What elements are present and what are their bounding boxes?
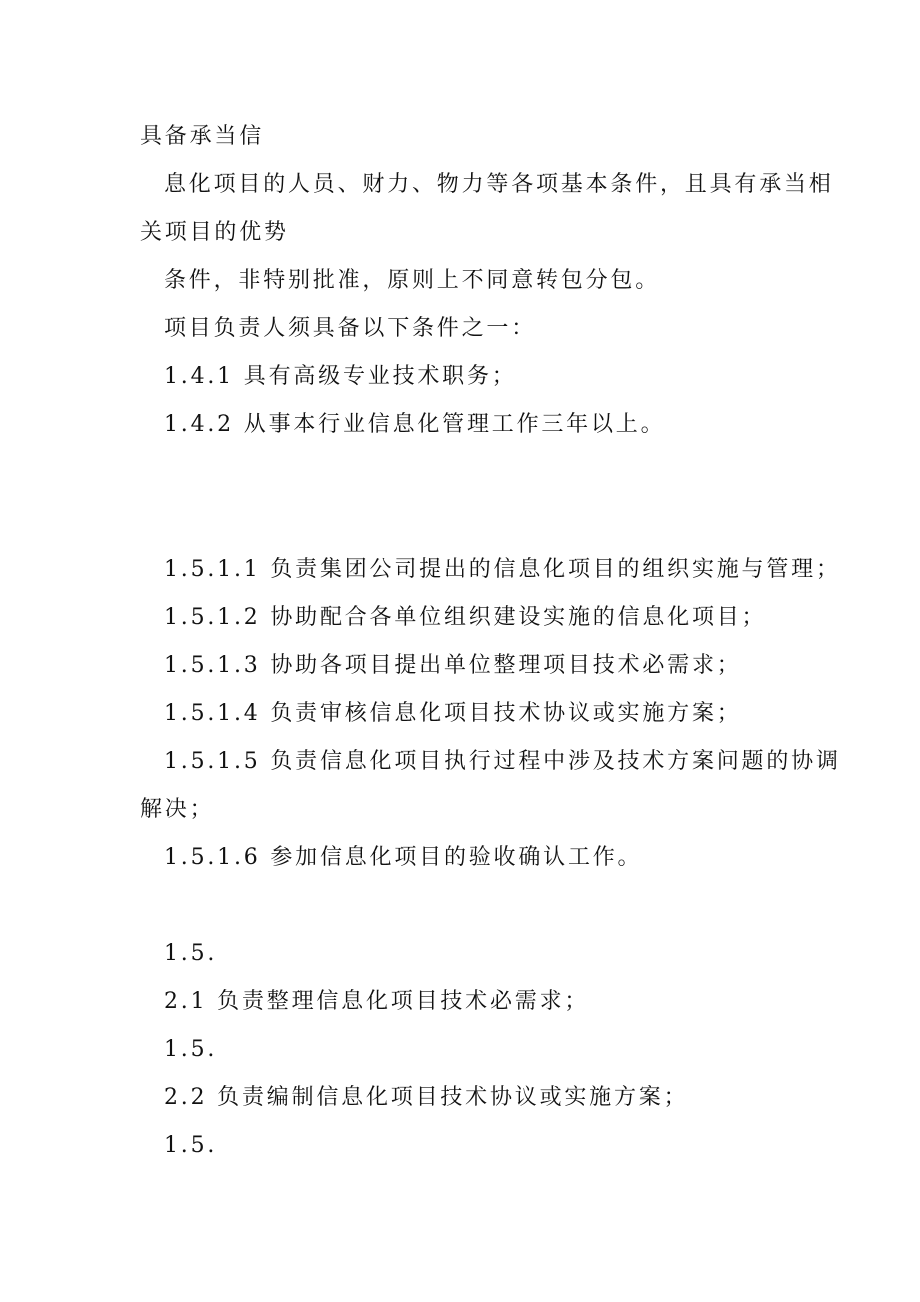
- text-line-5: 项目负责人须具备以下条件之一：: [164, 316, 537, 341]
- text-line-8: 1.5.1.1 负责集团公司提出的信息化项目的组织实施与管理；: [164, 557, 841, 582]
- text-line-11: 1.5.1.4 负责审核信息化项目技术协议或实施方案；: [164, 701, 742, 726]
- text-line-10: 1.5.1.3 协助各项目提出单位整理项目技术必需求；: [164, 653, 742, 678]
- text-line-14: 1.5.1.6 参加信息化项目的验收确认工作。: [164, 845, 643, 870]
- text-line-6: 1.4.1 具有高级专业技术职务；: [164, 364, 517, 389]
- text-line-13: 解决；: [140, 797, 215, 822]
- text-line-18: 2.2 负责编制信息化项目技术协议或实施方案；: [164, 1085, 689, 1110]
- text-line-4: 条件，非特别批准，原则上不同意转包分包。: [164, 268, 661, 293]
- text-line-2: 息化项目的人员、财力、物力等各项基本条件，且具有承当相: [164, 172, 834, 197]
- text-line-12: 1.5.1.5 负责信息化项目执行过程中涉及技术方案问题的协调: [164, 749, 841, 774]
- text-line-15: 1.5.: [164, 941, 218, 966]
- text-line-17: 1.5.: [164, 1037, 218, 1062]
- text-line-3: 关项目的优势: [140, 220, 289, 245]
- text-line-16: 2.1 负责整理信息化项目技术必需求；: [164, 989, 590, 1014]
- text-line-7: 1.4.2 从事本行业信息化管理工作三年以上。: [164, 412, 666, 437]
- text-line-9: 1.5.1.2 协助配合各单位组织建设实施的信息化项目；: [164, 605, 767, 630]
- text-line-19: 1.5.: [164, 1133, 218, 1158]
- text-line-1: 具备承当信: [140, 124, 265, 149]
